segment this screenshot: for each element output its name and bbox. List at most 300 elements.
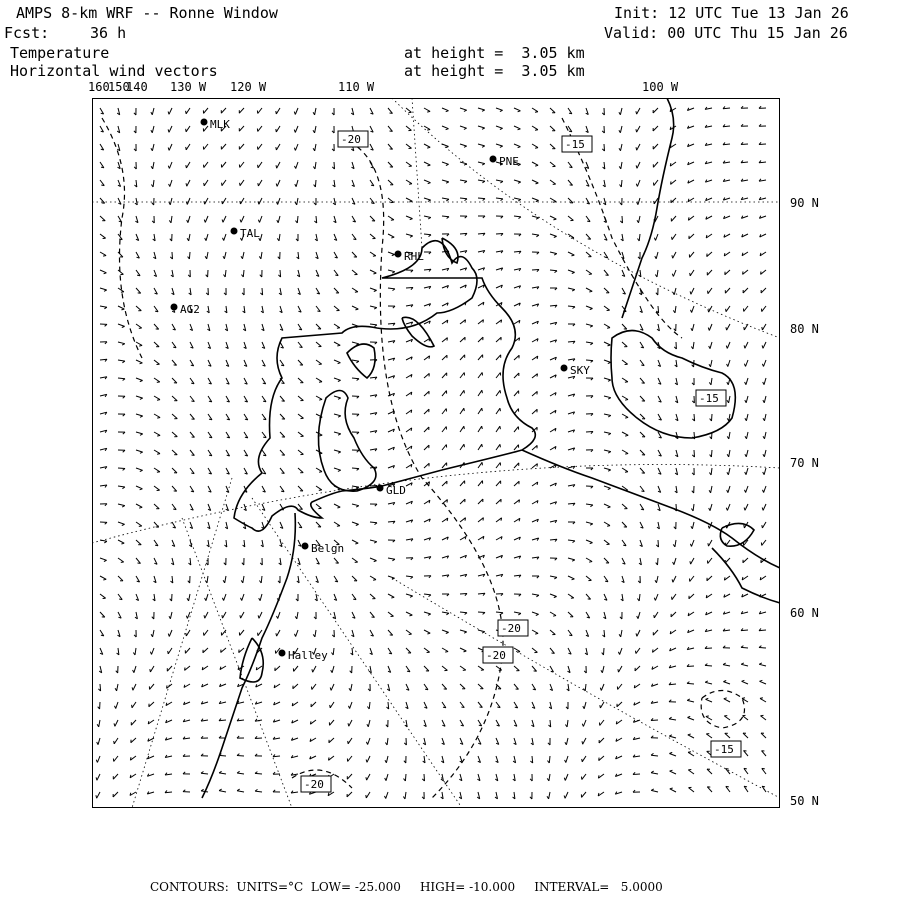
wind-vector (388, 252, 395, 255)
wind-vector (514, 216, 521, 217)
wind-vector-head (366, 760, 367, 763)
wind-vector-head (330, 688, 331, 691)
coastlines (202, 98, 780, 798)
lon-label-110: 110 W (338, 80, 375, 94)
wind-vector (460, 390, 464, 396)
wind-vector (134, 666, 136, 673)
wind-vector-head (608, 470, 611, 471)
wind-vector-head (537, 482, 538, 485)
wind-vector-head (669, 717, 672, 719)
wind-vector-head (582, 741, 583, 744)
wind-vector (295, 144, 298, 151)
wind-vector (352, 252, 357, 257)
wind-vector (692, 540, 695, 547)
wind-vector (566, 738, 568, 745)
wind-vector (240, 630, 244, 635)
wind-vector (743, 716, 749, 720)
wind-vector (207, 252, 208, 259)
wind-vector (691, 558, 694, 564)
wind-vector (764, 360, 767, 367)
wind-vector-head (745, 490, 746, 493)
wind-vector-head (618, 669, 619, 672)
wind-vector (154, 504, 159, 509)
wind-vector (136, 450, 143, 452)
wind-vector-head (569, 635, 572, 636)
wind-vector (334, 396, 341, 398)
wind-vector (532, 198, 539, 201)
wind-vector (258, 630, 262, 636)
wind-vector-head (670, 163, 671, 166)
wind-vector-head (690, 291, 691, 294)
wind-vector-head (651, 789, 654, 791)
lon-label-130: 130 W (170, 80, 207, 94)
wind-vector (586, 558, 592, 562)
wind-vector-head (373, 580, 376, 581)
meridian-110 (412, 98, 422, 248)
wind-vector (514, 144, 520, 147)
wind-vector (442, 612, 449, 613)
wind-vector-head (706, 698, 709, 699)
wind-vector-head (294, 130, 295, 133)
wind-vector (586, 540, 593, 543)
wind-vector (204, 126, 209, 131)
wind-vector-head (464, 146, 467, 147)
wind-vector-head (601, 670, 603, 673)
wind-vector-head (263, 437, 266, 438)
wind-vector (388, 288, 395, 289)
wind-vector (532, 464, 537, 468)
wind-vector (693, 504, 694, 511)
parallel-70 (92, 465, 780, 543)
wind-vector (746, 486, 748, 493)
wind-vector-head (589, 291, 592, 292)
wind-vector (761, 716, 767, 720)
wind-vector-head (583, 706, 584, 709)
wind-vector (333, 648, 334, 655)
wind-vector-head (726, 346, 727, 349)
wind-vector (622, 414, 628, 417)
wind-vector-head (535, 112, 538, 113)
wind-vector-head (590, 524, 593, 525)
wind-vector (225, 270, 226, 277)
wind-vector (280, 468, 284, 473)
wind-vector (170, 612, 172, 619)
wind-vector-head (619, 166, 621, 169)
wind-vector-head (292, 703, 293, 706)
wind-vector (315, 162, 316, 169)
wind-vector (169, 126, 172, 132)
wind-vector (348, 756, 352, 762)
lat-label-90: 90 N (790, 196, 819, 210)
wind-vector (604, 648, 605, 655)
wind-vector (207, 576, 208, 583)
wind-vector (637, 108, 640, 114)
map-canvas (92, 98, 780, 808)
wind-vector (582, 792, 587, 797)
wind-vector-head (337, 526, 340, 527)
wind-vector-head (319, 435, 322, 436)
wind-vector (152, 108, 154, 115)
wind-vector (298, 360, 303, 365)
wind-vector (705, 665, 712, 666)
wind-vector (424, 216, 431, 218)
wind-vector (424, 162, 430, 165)
forecast-label: Fcst: (4, 24, 50, 42)
wind-vector (604, 540, 610, 544)
wind-vector-head (446, 613, 449, 615)
wind-vector (723, 682, 730, 684)
wind-vector (638, 612, 640, 619)
wind-vector-head (742, 680, 745, 681)
wind-vector (586, 576, 591, 580)
wind-vector (621, 180, 622, 187)
lon-label-150: 150 (108, 80, 130, 94)
wind-vector (388, 180, 393, 185)
wind-vector-head (355, 309, 358, 310)
wind-vector-head (670, 770, 673, 771)
wind-vector (706, 717, 712, 721)
wind-vector (690, 576, 694, 582)
wind-vector-head (133, 653, 135, 655)
wind-vector-head (310, 721, 311, 724)
wind-vector-head (745, 436, 747, 439)
wind-vector (583, 720, 586, 727)
wind-vector-head (641, 365, 644, 366)
wind-vector-head (256, 667, 257, 670)
wind-vector-head (464, 110, 467, 111)
wind-vector-head (598, 775, 599, 778)
wind-vector-head (691, 310, 692, 313)
wind-vector (442, 630, 449, 632)
wind-vector-head (619, 130, 621, 133)
lat-label-80: 80 N (790, 322, 819, 336)
wind-vector-head (708, 309, 709, 312)
wind-vector (582, 774, 586, 780)
ronne-filchner-shelf-edge (234, 241, 535, 531)
wind-vector-head (536, 235, 539, 237)
wind-vector (586, 594, 591, 599)
wind-vector (169, 630, 172, 637)
wind-vector (764, 468, 766, 475)
wind-vector (637, 126, 640, 132)
wind-vector-head (122, 506, 125, 508)
wind-vector (707, 270, 712, 275)
wind-vector (620, 126, 622, 133)
wind-vector (639, 234, 640, 241)
wind-vector (100, 216, 105, 221)
wind-vector-head (590, 343, 593, 345)
wind-vector-head (276, 147, 277, 150)
wind-vector-head (446, 199, 449, 201)
wind-vector-head (139, 345, 142, 346)
wind-vector (406, 162, 412, 166)
wind-vector (278, 198, 280, 205)
wind-vector-head (745, 382, 746, 385)
wind-vector-head (482, 128, 485, 129)
wind-vector (118, 324, 125, 326)
wind-vector-head (445, 652, 448, 653)
wind-vector (277, 162, 280, 168)
wind-vector-head (96, 795, 97, 798)
wind-vector-head (356, 361, 359, 363)
wind-vector (514, 481, 519, 486)
wind-vector (277, 630, 280, 636)
wind-vector (352, 486, 359, 487)
wind-vector (746, 468, 748, 475)
wind-vector-head (670, 631, 671, 634)
wind-vector-head (446, 632, 449, 633)
wind-vector (370, 252, 376, 256)
wind-vector (762, 522, 766, 528)
wind-vector (550, 108, 555, 113)
berkner-island (318, 391, 375, 492)
wind-vector (586, 252, 591, 257)
wind-vector-head (673, 562, 674, 565)
wind-vector-head (742, 577, 743, 580)
wind-vector-head (186, 129, 187, 132)
wind-vector (760, 681, 767, 684)
wind-vector (154, 396, 160, 400)
wind-vector (689, 234, 694, 239)
wind-vector (460, 684, 465, 689)
wind-vector-head (258, 615, 259, 618)
wind-vector (532, 612, 539, 614)
wind-vector (298, 396, 303, 401)
wind-vector (349, 720, 352, 726)
wind-vector-head (429, 595, 431, 597)
wind-vector-head (204, 220, 205, 223)
wind-vector-head (337, 328, 340, 329)
wind-vector (729, 396, 730, 403)
wind-vector-head (122, 344, 125, 345)
wind-vector (352, 342, 359, 344)
wind-vector (152, 126, 154, 133)
coast-north-east (522, 450, 780, 568)
forecast-value: 36 h (90, 24, 127, 42)
wind-vector (315, 630, 316, 637)
wind-vector-head (299, 527, 302, 528)
wind-vector (690, 252, 695, 257)
wind-vector-head (763, 418, 765, 421)
wind-vector-head (169, 616, 170, 619)
wind-vector (478, 198, 485, 199)
wind-vector (617, 702, 622, 707)
wind-vector-head (241, 580, 243, 583)
wind-vector-head (104, 307, 107, 309)
wind-vector (442, 445, 446, 451)
wind-vector-head (119, 599, 122, 600)
wind-vector-head (727, 436, 729, 439)
wind-vector-head (204, 183, 205, 186)
wind-vector-head (276, 111, 277, 114)
wind-vector-head (186, 183, 187, 186)
wind-vector-head (537, 374, 538, 377)
wind-vector-head (157, 435, 160, 436)
wind-vector (424, 373, 429, 378)
wind-vector (604, 288, 609, 293)
wind-vector (636, 648, 640, 654)
wind-vector-head (353, 599, 356, 600)
wind-vector (687, 700, 694, 702)
wind-vector-head (191, 383, 194, 384)
wind-vector (692, 324, 694, 331)
wind-vector (712, 414, 713, 421)
wind-vector (460, 630, 467, 632)
wind-vector-head (589, 562, 592, 563)
wind-vector (169, 144, 172, 150)
wind-vector (370, 576, 376, 580)
wind-vector (460, 373, 464, 379)
wind-vector (568, 540, 575, 541)
wind-vector (117, 684, 118, 691)
wind-vector-head (582, 724, 583, 727)
wind-vector (759, 664, 766, 666)
wind-vector-head (140, 416, 143, 417)
wind-vector-head (157, 472, 160, 473)
wind-vector (724, 699, 730, 702)
wind-vector (136, 522, 142, 526)
wind-vector-head (148, 721, 149, 724)
wind-vector-head (276, 184, 277, 187)
wind-vector (388, 630, 393, 635)
wind-vector (478, 499, 483, 504)
wind-vector-head (187, 238, 189, 241)
meridian-a (182, 518, 292, 808)
wind-vector-head (407, 671, 410, 672)
contour-label: -15 (565, 138, 585, 151)
wind-vector-head (186, 147, 187, 150)
wind-vector (118, 540, 124, 543)
wind-vector-head (277, 220, 278, 223)
wind-vector-head (760, 680, 763, 681)
wind-vector (622, 342, 627, 347)
wind-vector (118, 252, 123, 257)
wind-vector-head (727, 418, 729, 421)
wind-vector-head (688, 752, 691, 753)
wind-vector-head (745, 400, 746, 403)
wind-vector (692, 522, 694, 529)
wind-vector-head (101, 167, 104, 168)
wind-vector-head (319, 472, 322, 473)
wind-vector (118, 468, 125, 469)
wind-vector-head (443, 707, 446, 708)
station-label-gld: GLD (386, 484, 406, 497)
wind-vector (604, 396, 611, 398)
wind-vector (653, 126, 658, 131)
wind-vector (237, 756, 244, 757)
wind-vector (653, 108, 658, 113)
wind-vector-head (191, 401, 194, 402)
station-marker-tal (231, 228, 238, 235)
wind-vector-head (222, 220, 223, 223)
wind-vector (604, 450, 611, 452)
wind-vector (100, 612, 105, 617)
wind-vector (496, 390, 500, 396)
wind-vector-head (759, 663, 762, 664)
wind-vector (188, 216, 190, 223)
wind-vector (259, 612, 262, 618)
wind-vector-head (636, 184, 637, 187)
wind-vector-head (259, 256, 261, 259)
wind-vector-head (219, 771, 222, 773)
wind-vector (743, 288, 748, 293)
wind-vector (132, 702, 136, 708)
wind-vector (118, 360, 125, 361)
wind-vector-head (329, 757, 330, 760)
lat-label-50: 50 N (790, 794, 819, 808)
wind-vector (386, 792, 388, 799)
wind-vector (136, 432, 143, 434)
wind-vector (762, 306, 766, 312)
wind-vector (100, 576, 106, 579)
wind-vector (261, 252, 262, 259)
wind-vector (100, 288, 107, 290)
wind-vector (622, 504, 627, 509)
wind-vector-head (276, 129, 277, 132)
wind-vector (424, 180, 431, 183)
wind-vector (602, 666, 604, 673)
wind-vector-head (223, 580, 225, 583)
wind-vector (118, 378, 125, 379)
wind-vector (442, 373, 447, 378)
wind-vector (172, 486, 177, 491)
wind-vector (118, 306, 124, 309)
wind-vector-head (619, 148, 621, 151)
wind-vector-head (427, 130, 430, 131)
wind-vector (653, 144, 658, 149)
wind-vector (568, 252, 574, 255)
wind-vector (258, 180, 262, 186)
wind-vector (334, 432, 341, 434)
wind-vector (601, 684, 604, 691)
wind-vector-head (500, 146, 503, 147)
wind-vector (205, 612, 208, 618)
wind-vector (550, 180, 556, 184)
wind-vector (653, 630, 658, 635)
wind-vector-head (535, 633, 538, 634)
wind-vector (707, 787, 712, 792)
wind-vector-head (447, 320, 448, 323)
wind-vector-head (103, 256, 106, 257)
wind-vector (334, 414, 341, 416)
wind-vector (600, 720, 604, 726)
wind-vector (241, 198, 245, 204)
wind-vector-head (299, 347, 302, 348)
wind-vector-head (374, 308, 377, 310)
wind-vector (620, 648, 622, 655)
wind-vector (186, 108, 190, 114)
parallel-80 (392, 98, 780, 338)
wind-vector-head (669, 752, 672, 753)
wind-vector (334, 378, 341, 380)
wind-vector-head (209, 437, 212, 438)
wind-vector (136, 414, 143, 416)
contour-label: -15 (699, 392, 719, 405)
wind-vector-head (690, 273, 691, 276)
wind-vector (172, 432, 177, 437)
wind-vector-head (623, 545, 626, 546)
wind-vector-head (705, 681, 708, 682)
wind-vector (669, 754, 676, 757)
wind-vector (424, 594, 431, 595)
wind-vector-head (763, 454, 765, 457)
wind-vector-head (535, 148, 538, 149)
wind-vector-head (571, 255, 574, 256)
wind-vector (622, 522, 627, 527)
wind-vector (671, 216, 676, 221)
contour-label: -20 (486, 649, 506, 662)
wind-vector (496, 126, 503, 128)
